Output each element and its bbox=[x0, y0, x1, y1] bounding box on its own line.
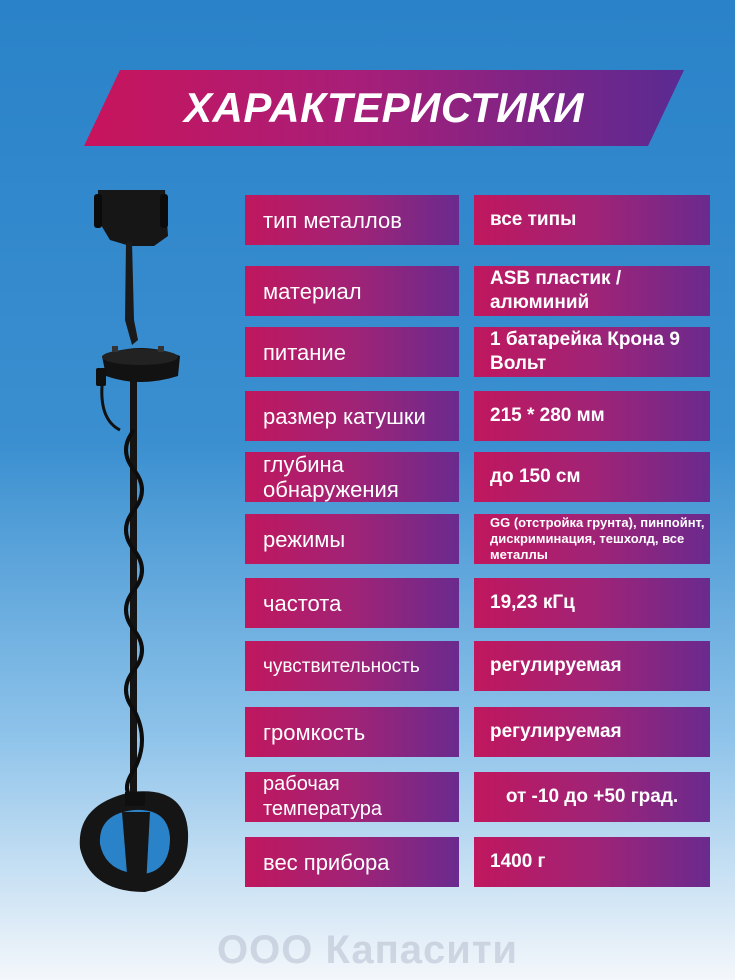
spec-label-material: материал bbox=[245, 266, 459, 316]
spec-label-frequency: частота bbox=[245, 578, 459, 628]
spec-value-volume: регулируемая bbox=[474, 707, 710, 757]
spec-value-detection-depth: до 150 см bbox=[474, 452, 710, 502]
spec-value-coil-size: 215 * 280 мм bbox=[474, 391, 710, 441]
page-title: ХАРАКТЕРИСТИКИ bbox=[184, 84, 584, 131]
spec-label-sensitivity: чувствительность bbox=[245, 641, 459, 691]
spec-value-modes: GG (отстройка грунта), пинпойнт, дискриминация, тешхолд, все металлы bbox=[474, 514, 710, 564]
spec-value-material: ASB пластик / алюминий bbox=[474, 266, 710, 316]
spec-label-operating-temperature: рабочая температура bbox=[245, 772, 459, 822]
spec-value-frequency: 19,23 кГц bbox=[474, 578, 710, 628]
spec-value-sensitivity: регулируемая bbox=[474, 641, 710, 691]
spec-label-metal-types: тип металлов bbox=[245, 195, 459, 245]
spec-label-detection-depth: глубина обнаружения bbox=[245, 452, 459, 502]
spec-value-metal-types: все типы bbox=[474, 195, 710, 245]
company-watermark: ООО Капасити bbox=[216, 928, 519, 972]
spec-label-modes: режимы bbox=[245, 514, 459, 564]
spec-value-power: 1 батарейка Крона 9 Вольт bbox=[474, 327, 710, 377]
metal-detector-image bbox=[70, 180, 220, 900]
spec-value-weight: 1400 г bbox=[474, 837, 710, 887]
spec-label-weight: вес прибора bbox=[245, 837, 459, 887]
spec-label-volume: громкость bbox=[245, 707, 459, 757]
spec-value-operating-temperature: от -10 до +50 град. bbox=[474, 772, 710, 822]
spec-label-coil-size: размер катушки bbox=[245, 391, 459, 441]
spec-label-power: питание bbox=[245, 327, 459, 377]
